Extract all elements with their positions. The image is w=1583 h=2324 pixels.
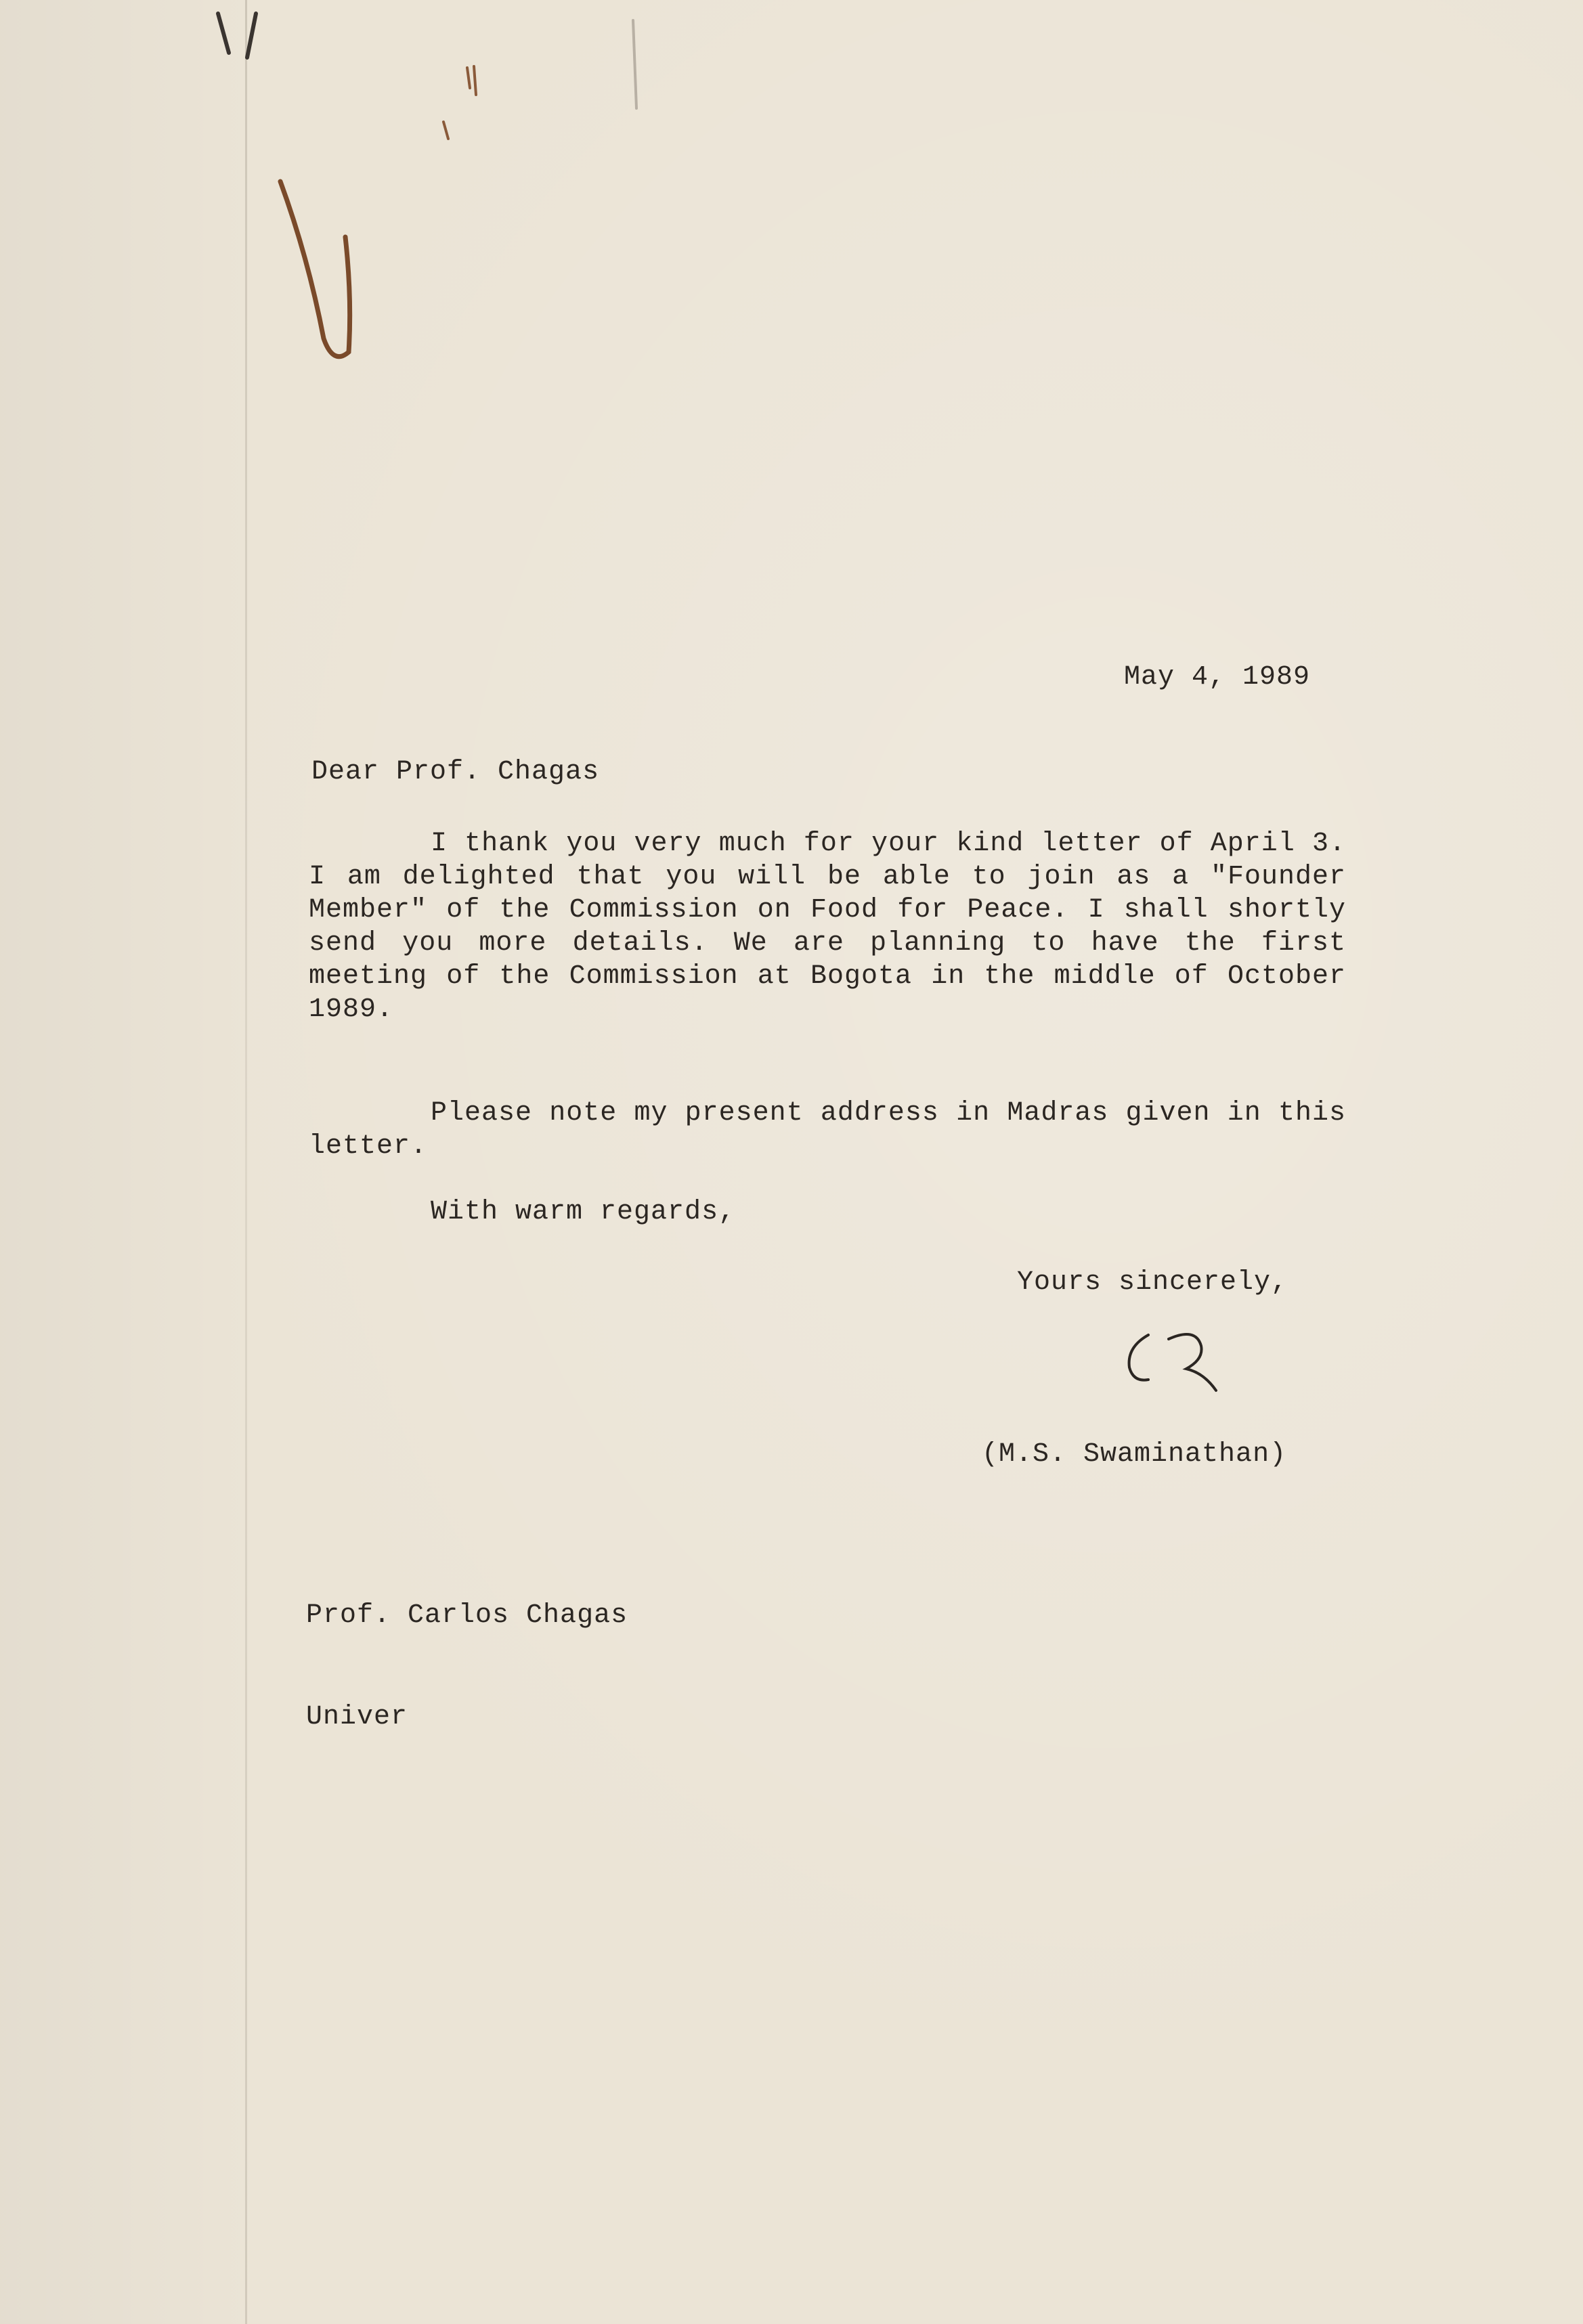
recipient-name: Prof. Carlos Chagas [306, 1600, 628, 1631]
check-mark [280, 181, 350, 357]
signature [1121, 1320, 1230, 1401]
letter-date: May 4, 1989 [1124, 662, 1311, 693]
body-paragraph-1: I thank you very much for your kind letter of April 3. I am delighted that you will be able to join as a "Founder Member" of the Commission on Food for Peace. I shall shortly send you more details. We are planning to have the first meeting of the Commission at Bogota in the middle of October 1989. [309, 829, 1346, 1025]
recipient-address [306, 1531, 628, 1802]
tick-mark [218, 14, 256, 58]
sign-off: Yours sincerely, [1017, 1267, 1288, 1298]
pencil-line [633, 20, 636, 108]
salutation: Dear Prof. Chagas [311, 757, 600, 787]
body-paragraph-2: Please note my present address in Madras given in this letter. [309, 1098, 1346, 1162]
signer-name: (M.S. Swaminathan) [982, 1439, 1287, 1470]
closing-line: With warm regards, [431, 1197, 736, 1227]
staple-mark [443, 66, 476, 139]
recipient-line-2: Univer [306, 1702, 408, 1732]
